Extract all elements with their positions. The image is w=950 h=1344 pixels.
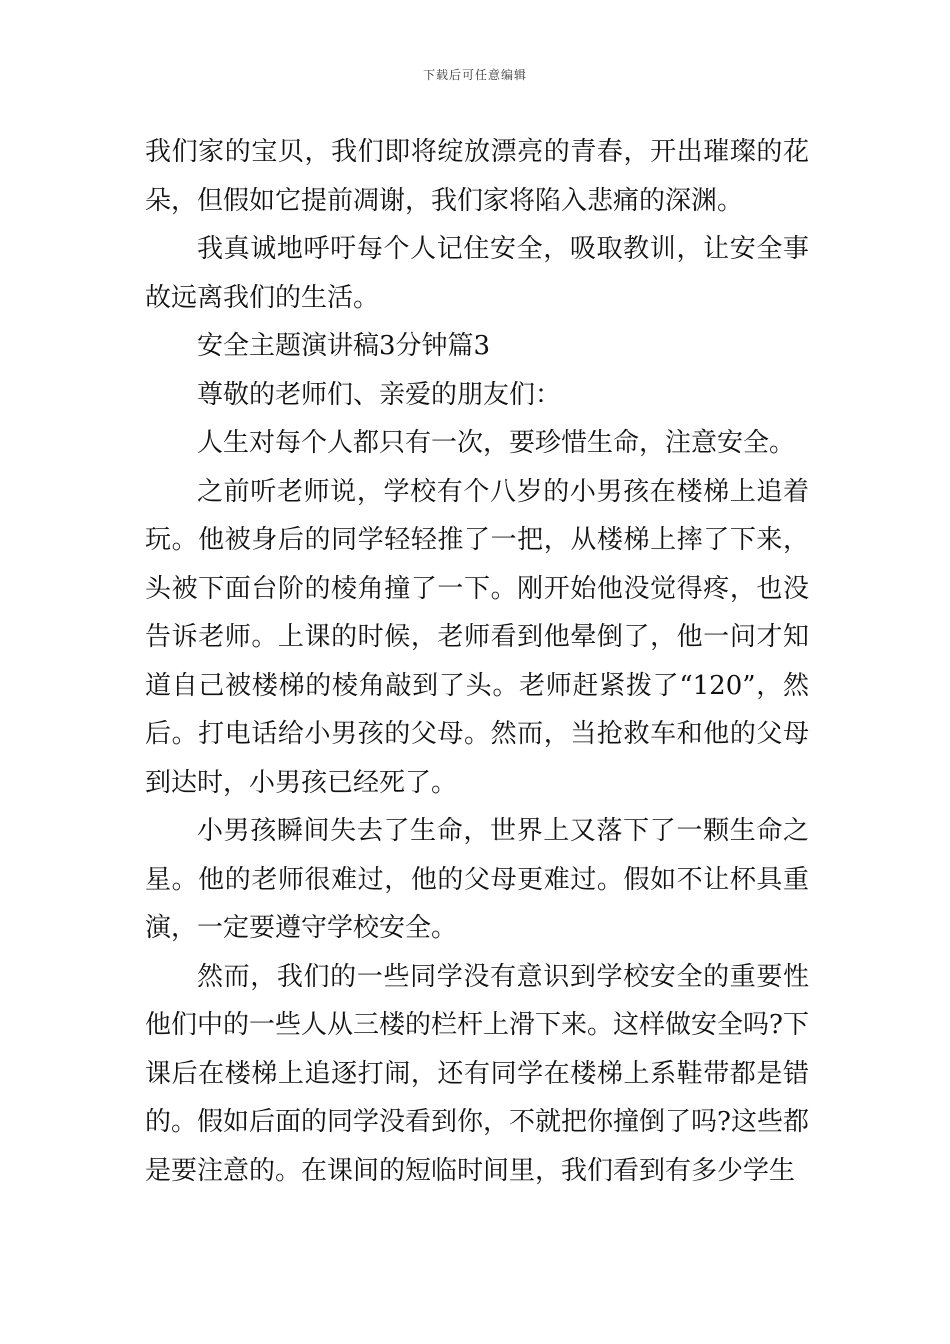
paragraph: 之前听老师说，学校有个八岁的小男孩在楼梯上追着玩。他被身后的同学轻轻推了一把，从楼梯上摔了下来，头被下面台阶的棱角撞了一下。刚开始他没觉得疼，也没告诉老师。上课的时候，老师看到他晕倒了，他一问才知道自己被楼梯的棱角敲到了头。老师赶紧拨了“120”，然后。打电话给小男孩的父母。然而，当抢救车和他的父母到达时，小男孩已经死了。 (145, 476, 809, 798)
page-header-note: 下载后可任意编辑 (422, 68, 527, 82)
paragraph: 我真诚地呼吁每个人记住安全，吸取教训，让安全事故远离我们的生活。 (145, 234, 809, 313)
paragraph: 人生对每个人都只有一次，要珍惜生命，注意安全。 (197, 428, 796, 458)
salutation: 尊敬的老师们、亲爱的朋友们： (197, 379, 562, 410)
paragraph: 小男孩瞬间失去了生命，世界上又落下了一颗生命之星。他的老师很难过，他的父母更难过。假如不让杯具重演，一定要遵守学校安全。 (145, 816, 809, 943)
paragraph-continuation: 我们家的宝贝，我们即将绽放漂亮的青春，开出璀璨的花朵，但假如它提前凋谢，我们家将陷入悲痛的深渊。 (145, 137, 809, 216)
document-body (145, 128, 809, 1195)
paragraph: 然而，我们的一些同学没有意识到学校安全的重要性他们中的一些人从三楼的栏杆上滑下来。这样做安全吗?下课后在楼梯上追逐打闹，还有同学在楼梯上系鞋带都是错的。假如后面的同学没看到你，不就把你撞倒了吗?这些都是要注意的。在课间的短临时间里，我们看到有多少学生 (145, 961, 809, 1186)
section-heading: 安全主题演讲稿3分钟篇3 (197, 331, 491, 361)
